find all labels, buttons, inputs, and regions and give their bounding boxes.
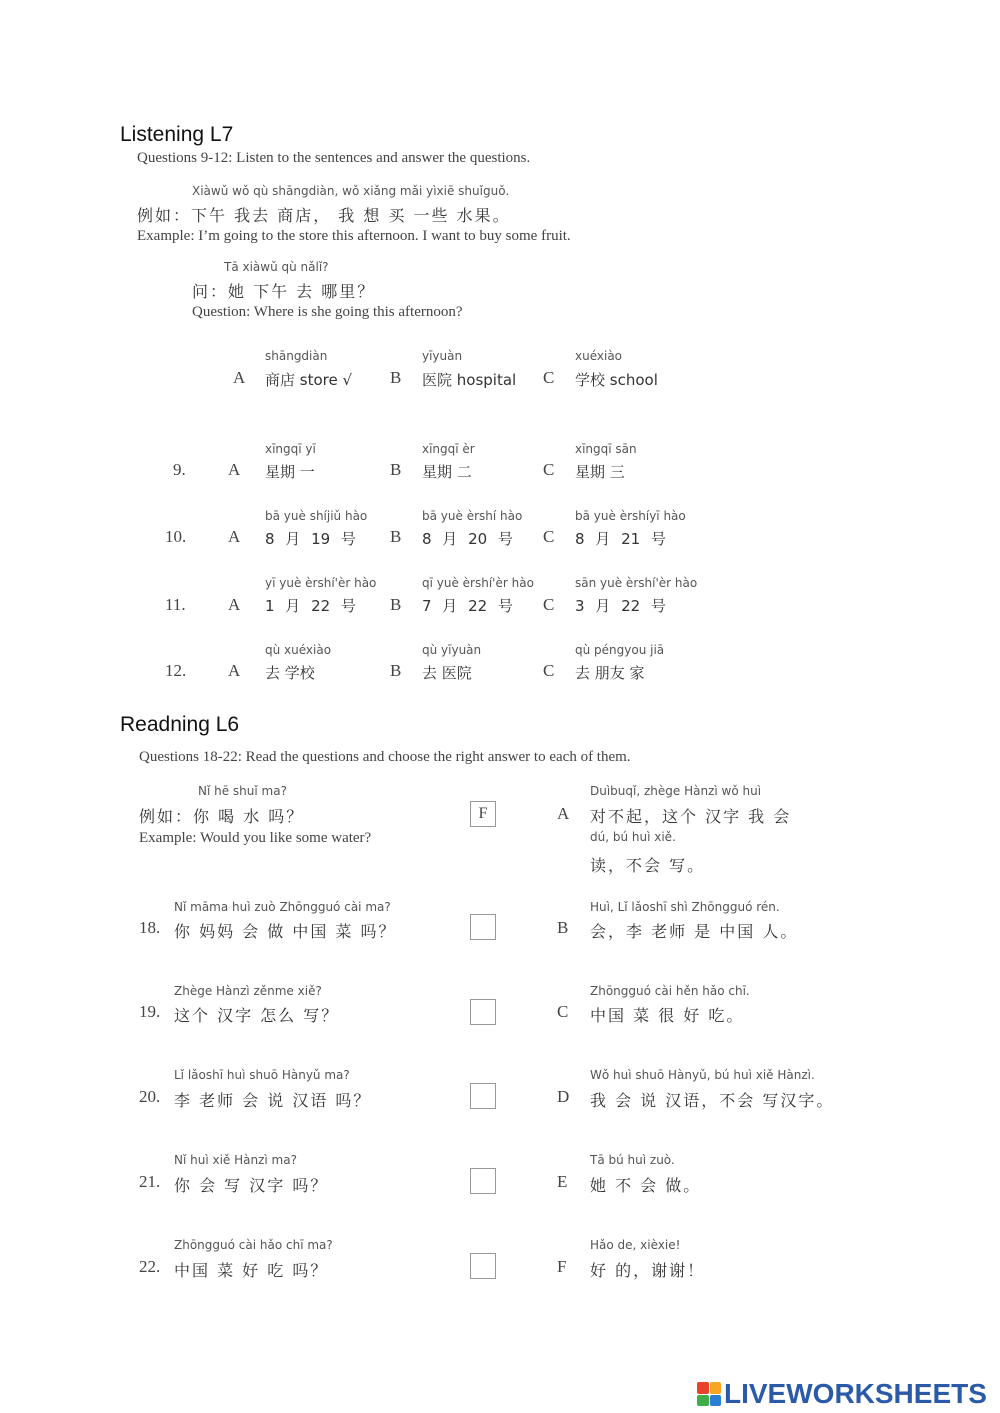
reading-title: Readning L6 xyxy=(120,713,240,736)
option-letter[interactable]: C xyxy=(543,661,555,680)
answer-pinyin: Huì, Lǐ lǎoshī shì Zhōngguó rén. xyxy=(590,900,780,914)
option-text[interactable]: 8 月 19 号 xyxy=(265,530,356,548)
question-number: 20. xyxy=(139,1087,161,1106)
answer-pinyin: Wǒ huì shuō Hànyǔ, bú huì xiě Hànzì. xyxy=(590,1068,815,1082)
option-text[interactable]: 星期 二 xyxy=(422,463,472,481)
option-pinyin: xīngqī èr xyxy=(422,442,475,456)
option-pinyin: xīngqī sān xyxy=(575,442,637,456)
option-letter[interactable]: A xyxy=(228,661,241,680)
logo-square xyxy=(697,1382,709,1394)
example-label: 例如： xyxy=(139,807,194,826)
answer-box-21[interactable] xyxy=(470,1168,496,1194)
option-text[interactable]: 星期 三 xyxy=(575,463,625,481)
answer-pinyin: Tā bú huì zuò. xyxy=(590,1153,675,1167)
question-pinyin: Lǐ lǎoshī huì shuō Hànyǔ ma? xyxy=(174,1068,350,1082)
example-question-english: Question: Where is she going this afternoon? xyxy=(192,304,463,320)
answer-box-18[interactable] xyxy=(470,914,496,940)
option-text[interactable]: 8 月 20 号 xyxy=(422,530,513,548)
option-letter[interactable]: C xyxy=(543,595,555,614)
option-pinyin: yī yuè èrshí'èr hào xyxy=(265,576,377,590)
question-chinese: 这个 汉字 怎么 写？ xyxy=(174,1006,340,1025)
option-pinyin: sān yuè èrshí'èr hào xyxy=(575,576,698,590)
option-text[interactable]: 1 月 22 号 xyxy=(265,597,356,615)
option-pinyin: qù xuéxiào xyxy=(265,643,332,657)
option-text[interactable]: 去 医院 xyxy=(422,664,472,682)
option-pinyin: bā yuè èrshí hào xyxy=(422,509,523,523)
example-english: Example: Would you like some water? xyxy=(139,830,372,846)
option-text: 医院 hospital xyxy=(422,371,517,389)
answer-chinese: 好 的，谢谢！ xyxy=(590,1261,706,1280)
question-number: 11. xyxy=(165,595,186,614)
logo-text: LIVEWORKSHEETS xyxy=(724,1378,987,1409)
question-pinyin: Nǐ māma huì zuò Zhōngguó cài ma? xyxy=(174,900,391,914)
question-chinese: 你 会 写 汉字 吗？ xyxy=(174,1176,329,1195)
option-pinyin: xīngqī yī xyxy=(265,442,316,456)
answer-letter: C xyxy=(557,1002,569,1021)
question-chinese: 你 妈妈 会 做 中国 菜 吗？ xyxy=(174,922,397,941)
question-number: 9. xyxy=(173,460,186,479)
option-letter[interactable]: B xyxy=(390,460,402,479)
option-pinyin: yīyuàn xyxy=(422,349,463,363)
option-letter[interactable]: A xyxy=(228,527,241,546)
example-sentence xyxy=(139,804,304,827)
question-chinese: 中国 菜 好 吃 吗？ xyxy=(174,1261,329,1280)
answer-pinyin-line2: dú, bú huì xiě. xyxy=(590,830,676,844)
option-letter[interactable]: B xyxy=(390,595,402,614)
listening-title: Listening L7 xyxy=(120,123,234,146)
answer-box-22[interactable] xyxy=(470,1253,496,1279)
option-text[interactable]: 3 月 22 号 xyxy=(575,597,666,615)
option-letter: C xyxy=(543,368,555,387)
example-question-pinyin: Tā xiàwǔ qù nǎlǐ? xyxy=(224,260,329,274)
logo-square xyxy=(710,1382,722,1394)
example-chinese: 下午 我去 商店， 我 想 买 一些 水果。 xyxy=(191,206,511,225)
option-pinyin: xuéxiào xyxy=(575,349,623,363)
option-letter[interactable]: B xyxy=(390,527,402,546)
question-number: 21. xyxy=(139,1172,161,1191)
option-text[interactable]: 8 月 21 号 xyxy=(575,530,666,548)
answer-box-20[interactable] xyxy=(470,1083,496,1109)
question-number: 22. xyxy=(139,1257,161,1276)
example-question-chinese: 问：她 下午 去 哪里？ xyxy=(192,282,376,301)
example-sentence xyxy=(137,203,511,226)
option-letter[interactable]: C xyxy=(543,460,555,479)
question-number: 18. xyxy=(139,918,161,937)
answer-chinese: 我 会 说 汉语，不会 写汉字。 xyxy=(590,1091,835,1110)
option-letter: B xyxy=(390,368,402,387)
listening-instructions: Questions 9-12: Listen to the sentences and answer the questions. xyxy=(137,150,531,166)
answer-letter: D xyxy=(557,1087,570,1106)
question-pinyin: Nǐ huì xiě Hànzì ma? xyxy=(174,1153,297,1167)
liveworksheets-logo xyxy=(697,1377,987,1411)
logo-mark-icon xyxy=(697,1382,721,1406)
option-text[interactable]: 去 朋友 家 xyxy=(575,664,645,682)
example-label: 例如： xyxy=(137,206,192,225)
example-pinyin: Nǐ hē shuǐ ma? xyxy=(198,784,287,798)
answer-chinese-line2: 读，不会 写。 xyxy=(590,856,706,875)
option-letter: A xyxy=(233,368,246,387)
option-letter[interactable]: B xyxy=(390,661,402,680)
question-number: 19. xyxy=(139,1002,161,1021)
example-chinese: 你 喝 水 吗？ xyxy=(193,807,305,826)
answer-letter: F xyxy=(557,1257,567,1276)
option-text: 商店 store √ xyxy=(265,371,353,389)
option-letter[interactable]: C xyxy=(543,527,555,546)
answer-chinese: 会，李 老师 是 中国 人。 xyxy=(590,922,799,941)
question-number: 12. xyxy=(165,661,187,680)
option-letter[interactable]: A xyxy=(228,460,241,479)
answer-letter: A xyxy=(557,804,570,823)
option-pinyin: qù yīyuàn xyxy=(422,643,482,657)
answer-letter: E xyxy=(557,1172,568,1191)
answer-chinese: 她 不 会 做。 xyxy=(590,1176,702,1195)
logo-square xyxy=(710,1395,722,1407)
example-english: Example: I’m going to the store this afternoon. I want to buy some fruit. xyxy=(137,228,571,244)
option-pinyin: shāngdiàn xyxy=(265,349,328,363)
answer-chinese: 对不起，这个 汉字 我 会 xyxy=(590,807,792,826)
option-text[interactable]: 去 学校 xyxy=(265,664,315,682)
answer-pinyin: Duìbuqǐ, zhège Hànzì wǒ huì xyxy=(590,784,762,798)
option-text[interactable]: 7 月 22 号 xyxy=(422,597,513,615)
option-text[interactable]: 星期 一 xyxy=(265,463,315,481)
answer-pinyin: Hǎo de, xièxie! xyxy=(590,1238,681,1252)
question-number: 10. xyxy=(165,527,187,546)
logo-square xyxy=(697,1395,709,1407)
reading-instructions: Questions 18-22: Read the questions and choose the right answer to each of them. xyxy=(139,749,631,765)
option-pinyin: qī yuè èrshí'èr hào xyxy=(422,576,534,590)
option-text: 学校 school xyxy=(575,371,658,389)
example-pinyin: Xiàwǔ wǒ qù shāngdiàn, wǒ xiǎng mǎi yìxiē shuǐguǒ. xyxy=(192,184,510,198)
option-letter[interactable]: A xyxy=(228,595,241,614)
answer-box-19[interactable] xyxy=(470,999,496,1025)
question-chinese: 李 老师 会 说 汉语 吗？ xyxy=(174,1091,372,1110)
question-pinyin: Zhōngguó cài hǎo chī ma? xyxy=(174,1238,333,1252)
answer-pinyin: Zhōngguó cài hěn hǎo chī. xyxy=(590,984,750,998)
answer-chinese: 中国 菜 很 好 吃。 xyxy=(590,1006,745,1025)
answer-letter: B xyxy=(557,918,569,937)
example-answer-box: F xyxy=(470,801,496,827)
option-pinyin: qù péngyou jiā xyxy=(575,643,665,657)
option-pinyin: bā yuè shíjiǔ hào xyxy=(265,509,368,523)
question-pinyin: Zhège Hànzì zěnme xiě? xyxy=(174,984,322,998)
option-pinyin: bā yuè èrshíyī hào xyxy=(575,509,686,523)
